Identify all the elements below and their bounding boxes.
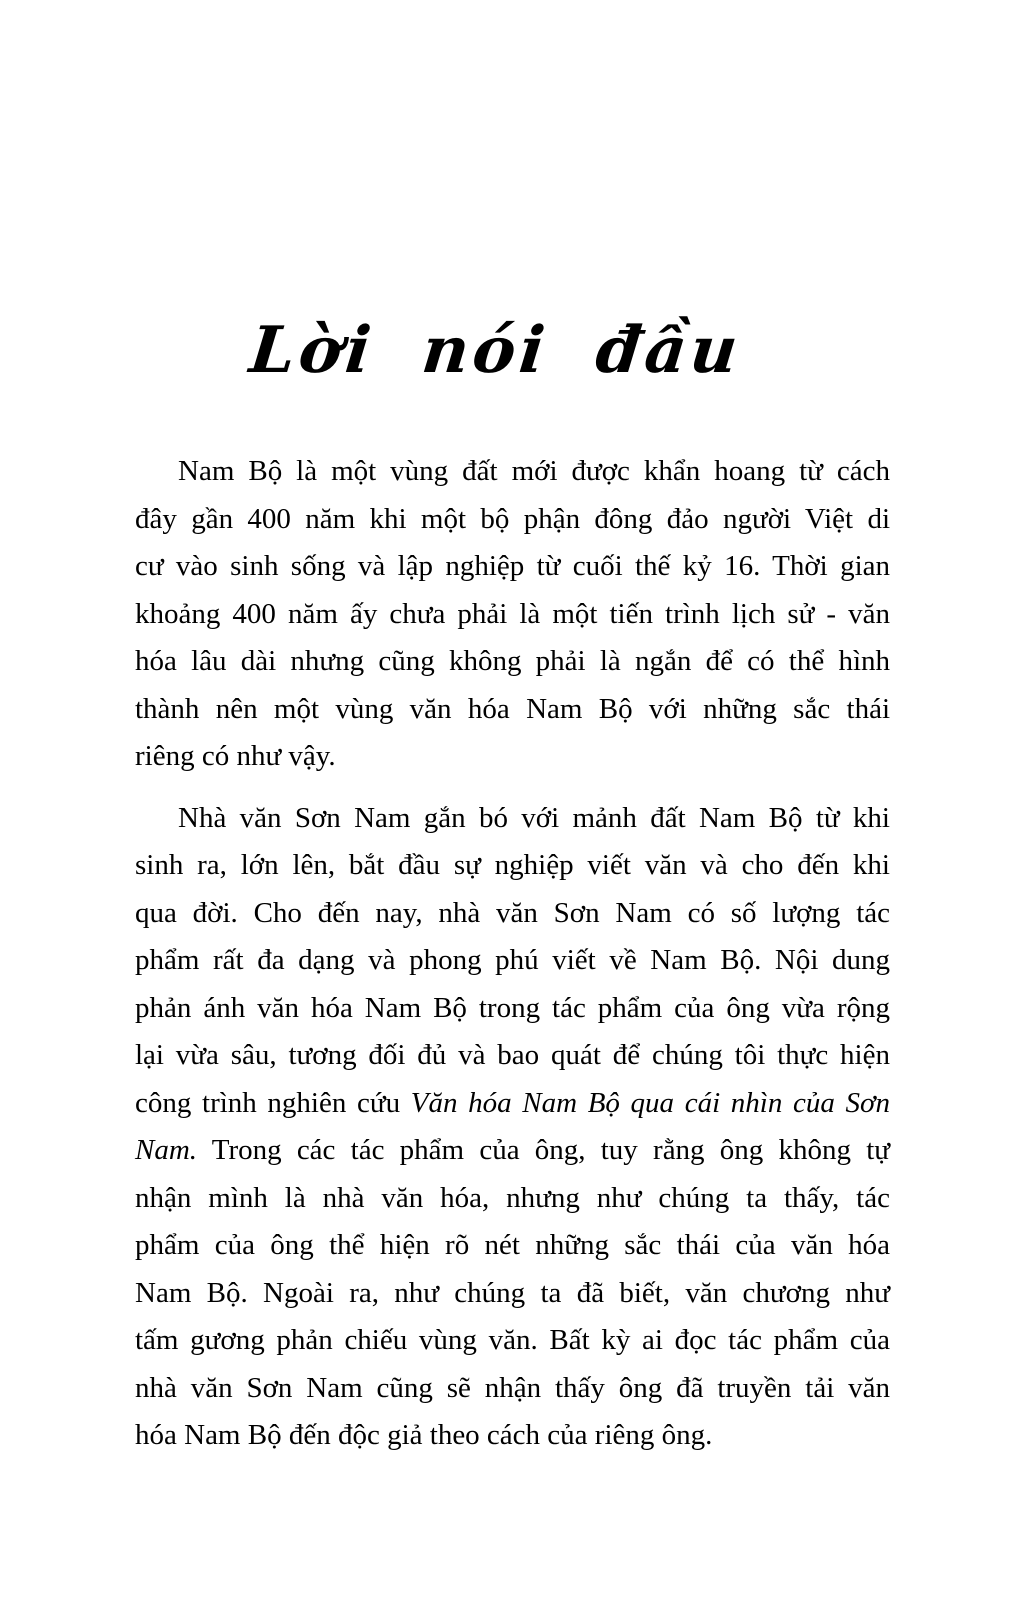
text-line (135, 1127, 890, 1175)
text-segment: Nhà văn Sơn Nam gắn bó với mảnh đất Nam Bộ từ khi (178, 801, 890, 834)
text-segment: hóa lâu dài nhưng cũng không phải là ngắn để có thể hình (135, 645, 890, 677)
text-line (135, 1032, 890, 1080)
text-segment: nhận mình là nhà văn hóa, nhưng như chúng ta thấy, tác (135, 1181, 890, 1214)
text-segment: phẩm của ông thể hiện rõ nét những sắc thái của văn hóa (135, 1229, 890, 1261)
text-line (135, 1270, 890, 1318)
text-segment: lại vừa sâu, tương đối đủ và bao quát để chúng tôi thực hiện (135, 1039, 890, 1071)
body-text (135, 448, 890, 1460)
text-line (135, 686, 890, 734)
text-segment: Trong các tác phẩm của ông, tuy rằng ông không tự (197, 1134, 890, 1166)
text-segment: qua đời. Cho đến nay, nhà văn Sơn Nam có số lượng tác (135, 896, 890, 929)
text-segment: tấm gương phản chiếu vùng văn. Bất kỳ ai đọc tác phẩm của (135, 1324, 890, 1356)
text-segment: hóa Nam Bộ đến độc giả theo cách của riêng ông. (135, 1419, 713, 1451)
text-segment: Nam Bộ. Ngoài ra, như chúng ta đã biết, văn chương như (135, 1276, 890, 1309)
paragraph (135, 795, 890, 1460)
text-segment: cư vào sinh sống và lập nghiệp từ cuối thế kỷ 16. Thời gian (135, 550, 890, 582)
text-segment: khoảng 400 năm ấy chưa phải là một tiến trình lịch sử - văn (135, 597, 890, 630)
text-segment: phản ánh văn hóa Nam Bộ trong tác phẩm của ông vừa rộng (135, 991, 890, 1024)
text-segment: sinh ra, lớn lên, bắt đầu sự nghiệp viết văn và cho đến khi (135, 849, 890, 881)
text-line (135, 543, 890, 591)
text-line (135, 937, 890, 985)
chapter-title: Lời nói đầu (246, 313, 746, 388)
paragraph (135, 448, 890, 781)
text-line (135, 1365, 890, 1413)
text-line (135, 1175, 890, 1223)
text-line (135, 985, 890, 1033)
text-line (135, 448, 890, 496)
text-segment: nhà văn Sơn Nam cũng sẽ nhận thấy ông đã truyền tải văn (135, 1371, 890, 1404)
text-segment: Nam Bộ là một vùng đất mới được khẩn hoang từ cách (178, 455, 890, 487)
text-line (135, 1412, 890, 1460)
book-title-reference: Văn hóa Nam Bộ qua cái nhìn của Sơn (410, 1086, 890, 1119)
text-segment: riêng có như vậy. (135, 740, 336, 772)
text-segment: công trình nghiên cứu (135, 1086, 411, 1119)
text-line (135, 842, 890, 890)
text-line (135, 1222, 890, 1270)
text-line (135, 638, 890, 686)
text-line (135, 496, 890, 544)
text-line (135, 591, 890, 639)
book-title-reference: Nam. (135, 1134, 198, 1166)
text-segment: đây gần 400 năm khi một bộ phận đông đảo người Việt di (135, 502, 890, 535)
text-segment: thành nên một vùng văn hóa Nam Bộ với những sắc thái (135, 692, 890, 725)
text-segment: phẩm rất đa dạng và phong phú viết về Nam Bộ. Nội dung (135, 944, 890, 976)
text-line (135, 733, 890, 781)
text-line (135, 1317, 890, 1365)
text-line (135, 795, 890, 843)
text-line (135, 1080, 890, 1128)
text-line (135, 890, 890, 938)
